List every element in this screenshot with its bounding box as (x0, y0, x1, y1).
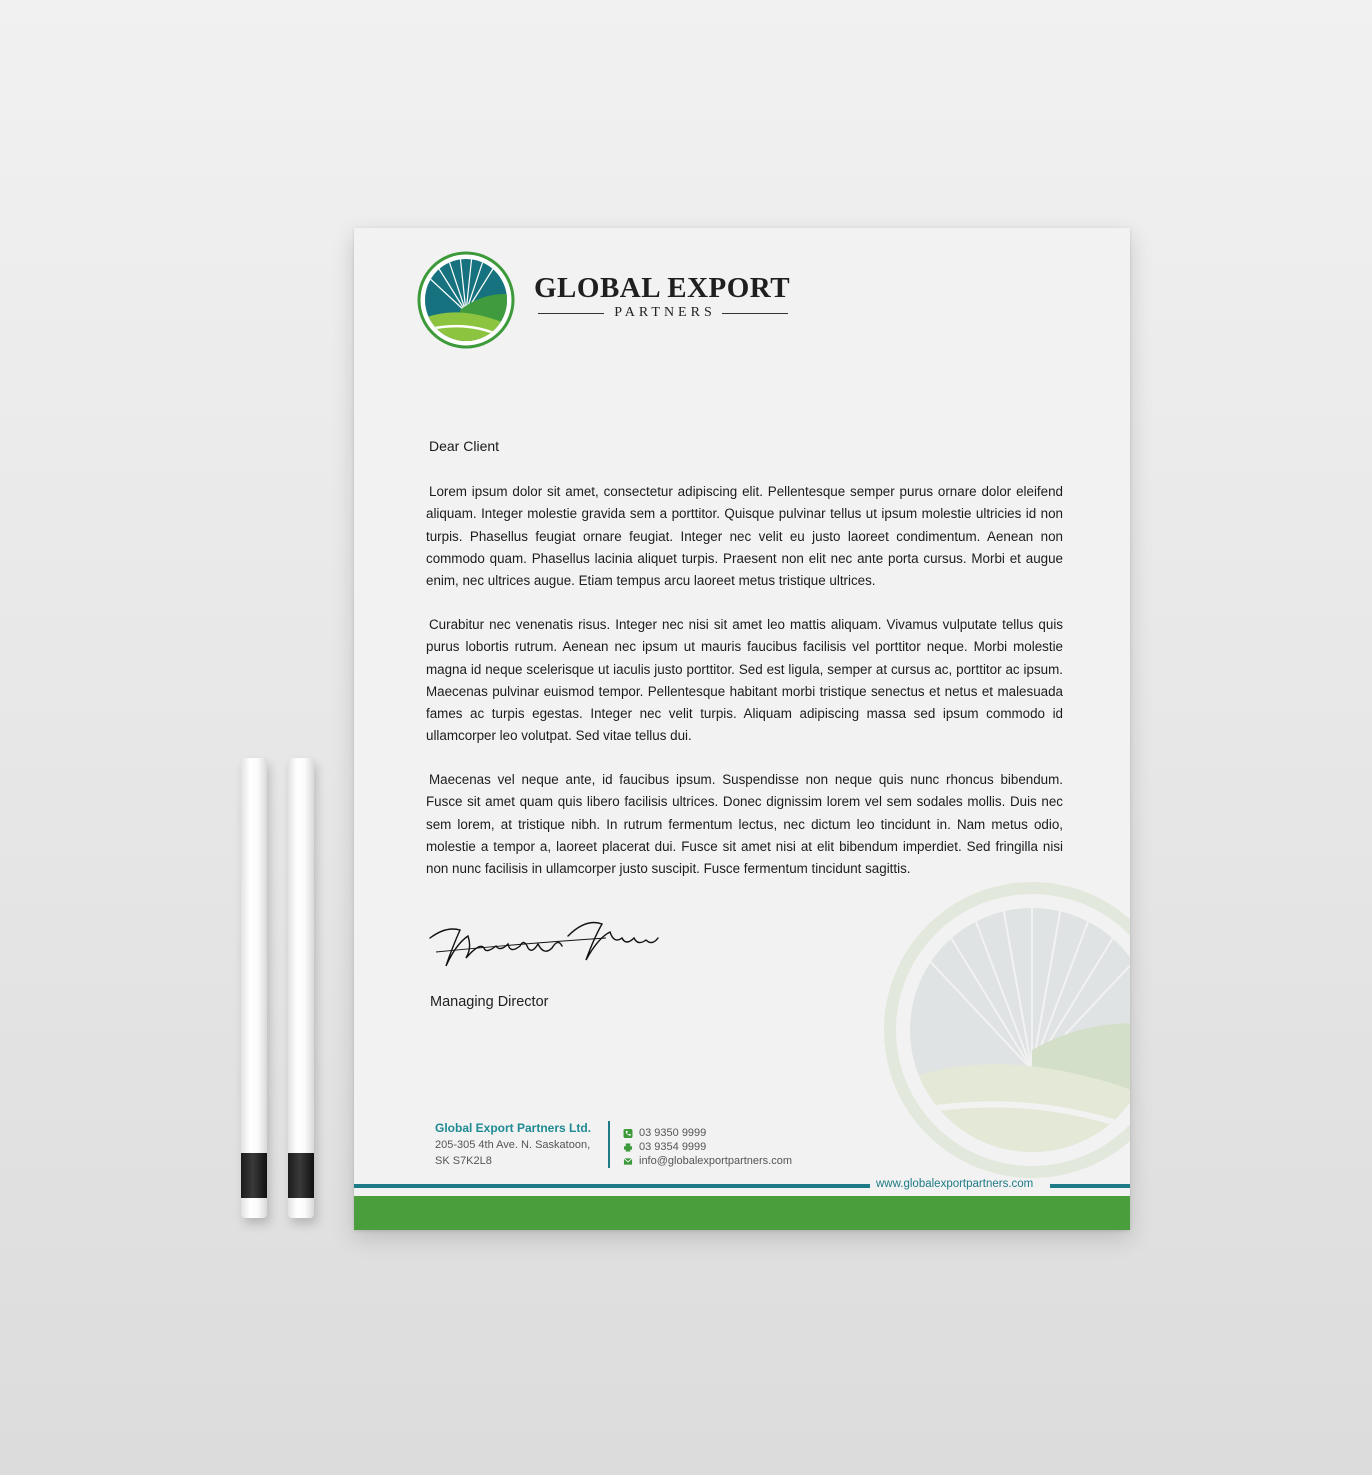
letter-paragraph-2: Curabitur nec venenatis risus. Integer nec nisi sit amet leo mattis aliquam. Vivamus vulputate tellus quis purus lobortis rutrum. Aenean nec ipsum ut mauris faucibus facilisis vel porttitor neque. Morbi molestie magna id neque scelerisque ut iaculis justo porttitor. Sed est ligula, semper at cursus ac, porttitor ac ipsum. Maecenas pulvinar euismod tempor. Pellentesque habitant morbi tristique senectus et netus et malesuada fames ac turpis egestas. Integer nec velit turpis. Aliquam adipiscing massa sed ipsum commodo id ullamcorper leo volutpat. Sed vitae tellus dui. (426, 617, 1063, 744)
footer-teal-rule-right (1050, 1184, 1130, 1188)
phone-icon (623, 1129, 633, 1138)
fax-icon (623, 1143, 633, 1152)
footer-divider (608, 1121, 610, 1168)
brand-name: GLOBAL EXPORT (534, 272, 791, 304)
brand-rule-left (538, 313, 604, 314)
letter-paragraph-1: Lorem ipsum dolor sit amet, consectetur adipiscing elit. Pellentesque semper purus ornare dolor eleifend aliquam. Integer molestie gravida sem a porttitor. Quisque pulvinar tellus ut ipsum molestie ultricies id non turpis. Phasellus feugiat ornare feugiat. Integer nec velit eu justo laoreet condimentum. Aenean non commodo quam. Phasellus lacinia aliquet turpis. Praesent non elit nec ante porta cursus. Morbi et augue enim, nec ultrices augue. Etiam tempus arcu laoreet metus tristique ultrices. (426, 484, 1063, 589)
letter-paragraph-3: Maecenas vel neque ante, id faucibus ipsum. Suspendisse non neque quis nunc rhoncus bibendum. Fusce sit amet quam quis libero facilisis ultrices. Donec dignissim lorem vel sem sodales mollis. Duis nec sem lorem, at tristique nibh. In rutrum fermentum lectus, nec dictum leo tincidunt in. Nam metus odio, molestie a tempor a, laoreet placerat dui. Fusce sit amet nisi at elit bibendum imperdiet. Sed fringilla nisi non nunc facilisis in ullamcorper justo suscipit. Fusce fermentum tincidunt sagittis. (426, 772, 1063, 877)
brand-subtitle (538, 305, 788, 321)
pen-band (241, 1153, 267, 1198)
footer-green-bar (354, 1196, 1130, 1230)
footer-phone (623, 1127, 706, 1139)
pen-right (288, 758, 314, 1218)
salutation: Dear Client (429, 438, 500, 454)
brand-subtitle-text: PARTNERS (614, 305, 716, 320)
footer-fax (623, 1141, 706, 1153)
pen-band (288, 1153, 314, 1198)
footer-email (623, 1155, 792, 1167)
email-icon (623, 1157, 633, 1166)
company-logo (416, 250, 516, 350)
footer-address-line1: 205-305 4th Ave. N. Saskatoon, (435, 1139, 591, 1151)
letterhead-paper (354, 228, 1130, 1230)
signer-title: Managing Director (430, 994, 549, 1010)
watermark-logo (882, 880, 1130, 1180)
brand-rule-right (722, 313, 788, 314)
pen-left (241, 758, 267, 1218)
footer-fax-text: 03 9354 9999 (639, 1141, 707, 1153)
footer-website: www.globalexportpartners.com (876, 1178, 1034, 1190)
footer-address-line2: SK S7K2L8 (435, 1155, 492, 1167)
signature (426, 908, 666, 988)
footer-teal-rule-left (354, 1184, 870, 1188)
footer-company-name: Global Export Partners Ltd. (435, 1121, 592, 1135)
footer-email-text: info@globalexportpartners.com (639, 1155, 793, 1167)
footer-phone-text: 03 9350 9999 (639, 1127, 707, 1139)
